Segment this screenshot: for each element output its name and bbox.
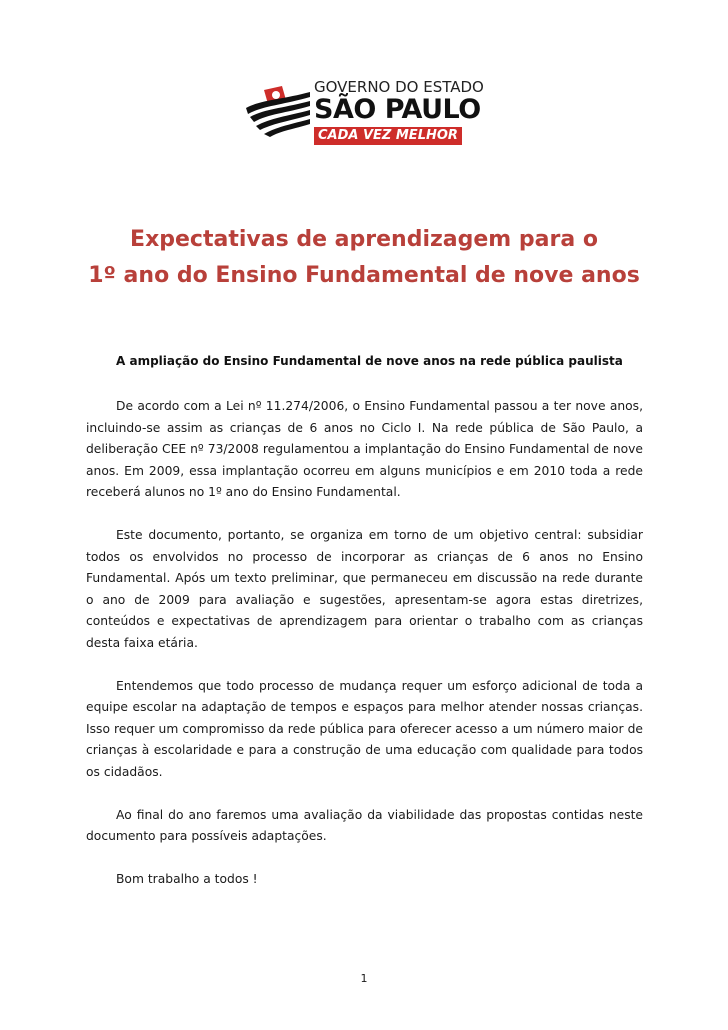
title-line-1: Expectativas de aprendizagem para o (130, 227, 598, 252)
sao-paulo-flag-emblem-icon (246, 86, 312, 138)
section-heading: A ampliação do Ensino Fundamental de nove anos na rede pública paulista (116, 354, 623, 368)
body-text (86, 396, 643, 912)
document-title (60, 222, 668, 294)
paragraph-2: Este documento, portanto, se organiza em torno de um objetivo central: subsidiar todos os envolvidos no processo de incorporar as crianças de 6 anos no Ensino Fundamental. Após um texto preliminar, que permaneceu em discussão na rede durante o ano de 2009 para avaliação e sugestões, apresentam-se agora estas diretrizes, conteúdos e expectativas de aprendizagem para orientar o trabalho com as crianças desta faixa etária. (86, 528, 643, 650)
paragraph-5: Bom trabalho a todos ! (116, 872, 258, 886)
page-number: 1 (360, 972, 368, 985)
logo-line-sao-paulo: SÃO PAULO (314, 94, 481, 125)
logo-line-slogan: CADA VEZ MELHOR (314, 127, 462, 145)
title-line-2: 1º ano do Ensino Fundamental de nove anos (88, 263, 640, 288)
paragraph-3: Entendemos que todo processo de mudança requer um esforço adicional de toda a equipe escolar na adaptação de tempos e espaços para melhor atender nossas crianças. Isso requer um compromisso da rede pública para oferecer acesso a um número maior de crianças à escolaridade e para a construção de uma educação com qualidade para todos os cidadãos. (86, 678, 643, 779)
government-logo (246, 78, 486, 150)
paragraph-1: De acordo com a Lei nº 11.274/2006, o Ensino Fundamental passou a ter nove anos, incluindo-se assim as crianças de 6 anos no Ciclo I. Na rede pública de São Paulo, a deliberação CEE nº 73/2008 regulamentou a implantação do Ensino Fundamental de nove anos. Em 2009, essa implantação ocorreu em alguns municípios e em 2010 toda a rede receberá alunos no 1º ano do Ensino Fundamental. (86, 399, 643, 499)
logo-line-governo: GOVERNO DO ESTADO (314, 78, 484, 96)
paragraph-4: Ao final do ano faremos uma avaliação da viabilidade das propostas contidas neste documento para possíveis adaptações. (86, 807, 643, 843)
